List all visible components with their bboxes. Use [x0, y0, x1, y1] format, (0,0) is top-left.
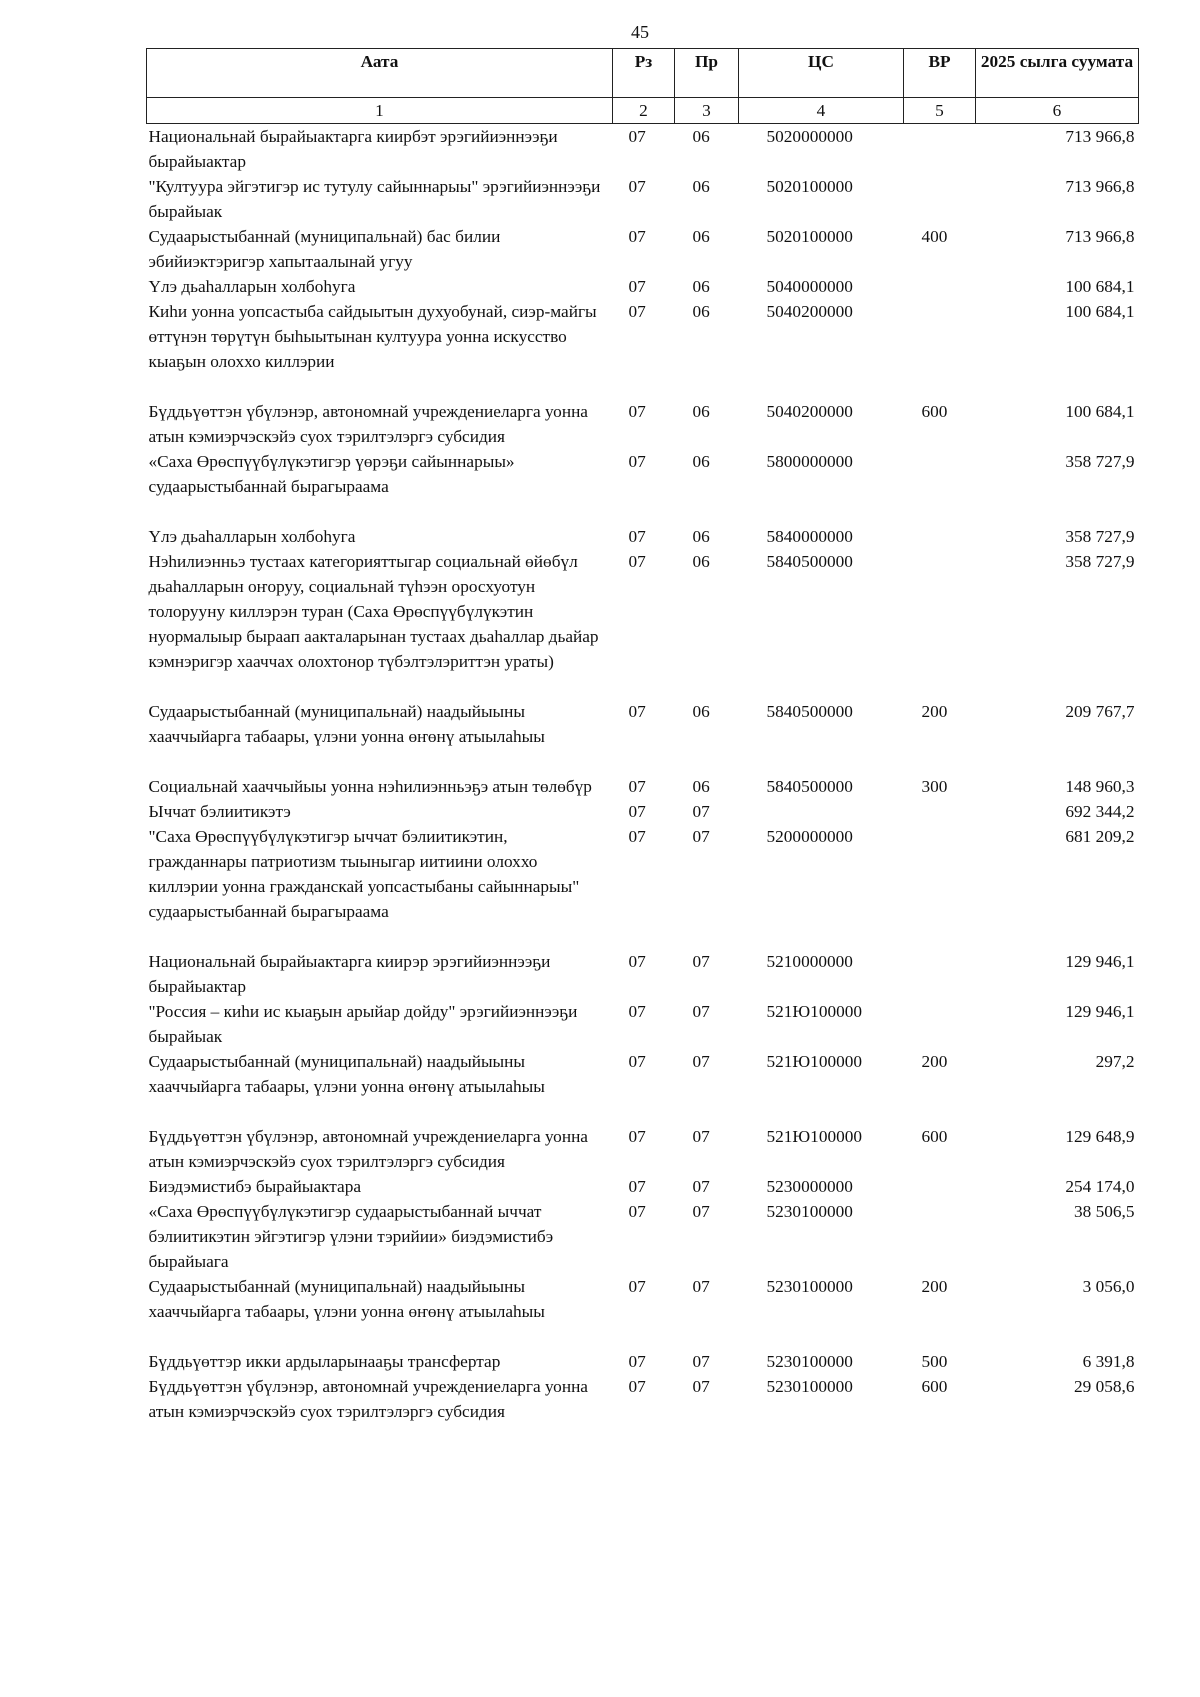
row-sum: 358 727,9	[1065, 552, 1135, 571]
row-cs: 5840500000	[766, 702, 853, 721]
row-pr: 06	[692, 177, 710, 196]
row-cs: 5230100000	[766, 1202, 853, 1221]
row-cs: 5040200000	[766, 402, 853, 421]
row-name: Нэһилиэнньэ тустаах категорияттыгар социальнай өйөбүл дьаһалларын оҥоруу, социальнай түһээн оросхуотун толорууну киллэрэн туран (Саха Өрөспүүбүлүкэтин нуормалыыр быраап аакталарынан тустаах дьаһаллар дьайар кэмнэригэр хааччах олохтонор түбэлтэлэриттэн ураты)	[148, 552, 599, 671]
row-cs: 5800000000	[766, 452, 853, 471]
row-vr	[904, 999, 976, 1049]
row-sum: 297,2	[1095, 1052, 1135, 1071]
table-row	[147, 699, 1139, 774]
row-name: Национальнай бырайыактарга киирэр эрэгийиэннээҕи бырайыактар	[148, 952, 551, 996]
row-name: Үлэ дьаһалларын холбоһуга	[148, 527, 356, 546]
row-sum: 129 648,9	[1065, 1127, 1135, 1146]
row-pr: 07	[692, 1127, 710, 1146]
row-pr: 06	[692, 552, 710, 571]
row-cs: 5230100000	[766, 1277, 853, 1296]
row-name: Социальнай хааччыйыы уонна нэһилиэнньэҕэ атын төлөбүр	[148, 777, 592, 796]
row-name: Бүддьүөттэн үбүлэнэр, автономнай учреждениеларга уонна атын кэмиэрчэскэйэ суох тэрилтэлэргэ субсидия	[148, 1127, 588, 1171]
table-row	[147, 949, 1139, 999]
row-name: Ыччат бэлиитикэтэ	[148, 802, 291, 821]
row-vr	[904, 949, 976, 999]
row-rz: 07	[628, 552, 646, 571]
row-name: Киһи уонна уопсастыба сайдыытын духуобунай, сиэр-майгы өттүнэн төрүтүн быһыытынан култуура уонна искусство кыаҕын олоххо киллэрии	[148, 302, 597, 371]
row-sum: 3 056,0	[1082, 1277, 1135, 1296]
row-name: "Саха Өрөспүүбүлүкэтигэр ыччат бэлиитикэтин, гражданнары патриотизм тыыныгар иитиини олоххо киллэрии уонна гражданскай уопсастыбаны сайыннарыы" судаарыстыбаннай бырагыраама	[148, 827, 580, 921]
row-cs: 5230100000	[766, 1352, 853, 1371]
row-name: Үлэ дьаһалларын холбоһуга	[148, 277, 356, 296]
header-name: Аата	[147, 49, 613, 98]
row-sum: 358 727,9	[1065, 452, 1135, 471]
row-rz: 07	[628, 1127, 646, 1146]
row-sum: 100 684,1	[1065, 302, 1135, 321]
row-pr: 06	[692, 402, 710, 421]
header-vr: ВР	[904, 49, 976, 98]
row-pr: 06	[692, 227, 710, 246]
table-row	[147, 1374, 1139, 1424]
row-pr: 07	[692, 1002, 710, 1021]
table-row	[147, 524, 1139, 549]
row-vr	[904, 799, 976, 824]
row-name: Судаарыстыбаннай (муниципальнай) наадыйыыны хааччыйарга табаары, үлэни уонна өҥөнү атыылаһыы	[148, 1052, 545, 1096]
row-vr: 200	[921, 1052, 948, 1071]
table-row	[147, 274, 1139, 299]
row-vr	[904, 524, 976, 549]
row-pr: 07	[692, 1377, 710, 1396]
row-name: Национальнай бырайыактарга киирбэт эрэгийиэннээҕи бырайыактар	[148, 127, 558, 171]
column-number-row	[147, 98, 1139, 124]
row-sum: 129 946,1	[1065, 952, 1135, 971]
row-sum: 713 966,8	[1065, 127, 1135, 146]
row-pr: 06	[692, 452, 710, 471]
table-row	[147, 824, 1139, 949]
column-number: 3	[675, 98, 739, 124]
row-sum: 358 727,9	[1065, 527, 1135, 546]
row-pr: 06	[692, 127, 710, 146]
row-pr: 06	[692, 527, 710, 546]
table-row	[147, 1124, 1139, 1174]
table-row	[147, 399, 1139, 449]
row-cs: 5840500000	[766, 777, 853, 796]
row-vr	[904, 1174, 976, 1199]
table-row	[147, 449, 1139, 524]
row-rz: 07	[628, 1352, 646, 1371]
row-vr	[904, 299, 976, 399]
row-rz: 07	[628, 527, 646, 546]
row-sum: 713 966,8	[1065, 227, 1135, 246]
row-vr: 500	[921, 1352, 948, 1371]
row-cs: 5020100000	[766, 177, 853, 196]
row-rz: 07	[628, 1277, 646, 1296]
row-vr	[904, 1199, 976, 1274]
row-rz: 07	[628, 227, 646, 246]
row-name: Бүддьүөттэр икки ардыларынааҕы трансфертар	[148, 1352, 501, 1371]
row-vr	[904, 824, 976, 949]
column-number: 5	[904, 98, 976, 124]
row-rz: 07	[628, 1202, 646, 1221]
row-pr: 06	[692, 702, 710, 721]
table-row	[147, 1349, 1139, 1374]
row-sum: 129 946,1	[1065, 1002, 1135, 1021]
table-row	[147, 174, 1139, 224]
row-vr	[904, 274, 976, 299]
row-pr: 06	[692, 277, 710, 296]
row-pr: 07	[692, 1277, 710, 1296]
row-rz: 07	[628, 952, 646, 971]
table-row	[147, 1174, 1139, 1199]
row-cs	[739, 799, 904, 824]
header-row	[147, 49, 1139, 98]
table-row	[147, 299, 1139, 399]
row-sum: 713 966,8	[1065, 177, 1135, 196]
row-pr: 07	[692, 1352, 710, 1371]
row-vr: 400	[921, 227, 948, 246]
row-sum: 100 684,1	[1065, 402, 1135, 421]
row-pr: 07	[692, 1202, 710, 1221]
budget-table	[146, 48, 1139, 1424]
row-cs: 5040000000	[766, 277, 853, 296]
table-row	[147, 224, 1139, 274]
column-number: 2	[613, 98, 675, 124]
row-rz: 07	[628, 777, 646, 796]
table-header	[147, 49, 1139, 124]
table-row	[147, 799, 1139, 824]
column-number: 6	[976, 98, 1139, 124]
row-vr: 600	[921, 1127, 948, 1146]
row-rz: 07	[628, 402, 646, 421]
table-row	[147, 549, 1139, 699]
table-row	[147, 774, 1139, 799]
row-name: «Саха Өрөспүүбүлүкэтигэр судаарыстыбаннай ыччат бэлиитикэтин эйгэтигэр үлэни тэрийии» биэдэмистибэ бырайыага	[148, 1202, 554, 1271]
table-row	[147, 1049, 1139, 1124]
column-number: 4	[739, 98, 904, 124]
row-vr	[904, 549, 976, 699]
row-vr: 300	[921, 777, 948, 796]
row-sum: 100 684,1	[1065, 277, 1135, 296]
row-name: Бүддьүөттэн үбүлэнэр, автономнай учреждениеларга уонна атын кэмиэрчэскэйэ суох тэрилтэлэргэ субсидия	[148, 1377, 588, 1421]
table-row	[147, 124, 1139, 175]
row-sum: 6 391,8	[1082, 1352, 1135, 1371]
row-sum: 38 506,5	[1074, 1202, 1135, 1221]
row-name: «Саха Өрөспүүбүлүкэтигэр үөрэҕи сайыннарыы» судаарыстыбаннай бырагыраама	[148, 452, 515, 496]
header-sum: 2025 сылга суумата	[976, 49, 1139, 98]
row-vr	[904, 174, 976, 224]
row-cs: 5840500000	[766, 552, 853, 571]
table-row	[147, 999, 1139, 1049]
row-cs: 5840000000	[766, 527, 853, 546]
row-rz: 07	[628, 127, 646, 146]
row-rz: 07	[628, 827, 646, 846]
row-rz: 07	[628, 452, 646, 471]
row-cs: 5200000000	[766, 827, 853, 846]
row-name: Биэдэмистибэ бырайыактара	[148, 1177, 362, 1196]
row-name: "Култуура эйгэтигэр ис тутулу сайыннарыы" эрэгийиэннээҕи бырайыак	[148, 177, 601, 221]
row-rz: 07	[628, 177, 646, 196]
row-cs: 521Ю100000	[766, 1052, 863, 1071]
row-rz: 07	[628, 1377, 646, 1396]
row-cs: 521Ю100000	[766, 1127, 863, 1146]
row-rz: 07	[628, 1177, 646, 1196]
row-cs: 5020100000	[766, 227, 853, 246]
row-sum: 29 058,6	[1074, 1377, 1135, 1396]
table-row	[147, 1199, 1139, 1274]
row-rz: 07	[628, 1052, 646, 1071]
row-name: Судаарыстыбаннай (муниципальнай) наадыйыыны хааччыйарга табаары, үлэни уонна өҥөнү атыылаһыы	[148, 1277, 545, 1321]
row-vr	[904, 124, 976, 175]
row-sum: 692 344,2	[1065, 802, 1135, 821]
table-body	[147, 124, 1139, 1425]
row-pr: 07	[692, 952, 710, 971]
row-vr	[904, 449, 976, 524]
header-cs: ЦС	[739, 49, 904, 98]
row-sum: 254 174,0	[1065, 1177, 1135, 1196]
row-vr: 600	[921, 1377, 948, 1396]
row-vr: 600	[921, 402, 948, 421]
column-number: 1	[147, 98, 613, 124]
row-cs: 5230000000	[766, 1177, 853, 1196]
row-cs: 521Ю100000	[766, 1002, 863, 1021]
row-pr: 07	[692, 827, 710, 846]
row-rz: 07	[628, 1002, 646, 1021]
row-cs: 5210000000	[766, 952, 853, 971]
row-vr: 200	[921, 702, 948, 721]
row-name: Судаарыстыбаннай (муниципальнай) бас билии эбийиэктэригэр хапытаалынай угуу	[148, 227, 501, 271]
page-number: 45	[631, 22, 649, 42]
row-rz: 07	[628, 802, 646, 821]
row-sum: 209 767,7	[1065, 702, 1135, 721]
row-pr: 07	[692, 802, 710, 821]
row-name: Бүддьүөттэн үбүлэнэр, автономнай учреждениеларга уонна атын кэмиэрчэскэйэ суох тэрилтэлэргэ субсидия	[148, 402, 588, 446]
row-cs: 5230100000	[766, 1377, 853, 1396]
table-row	[147, 1274, 1139, 1349]
row-name: Судаарыстыбаннай (муниципальнай) наадыйыыны хааччыйарга табаары, үлэни уонна өҥөнү атыылаһыы	[148, 702, 545, 746]
row-sum: 681 209,2	[1065, 827, 1135, 846]
row-rz: 07	[628, 277, 646, 296]
header-rz: Рз	[613, 49, 675, 98]
header-pr: Пр	[675, 49, 739, 98]
row-pr: 06	[692, 777, 710, 796]
row-pr: 07	[692, 1177, 710, 1196]
row-rz: 07	[628, 302, 646, 321]
row-sum: 148 960,3	[1065, 777, 1135, 796]
row-vr: 200	[921, 1277, 948, 1296]
row-pr: 07	[692, 1052, 710, 1071]
row-cs: 5020000000	[766, 127, 853, 146]
row-name: "Россия – киһи ис кыаҕын арыйар дойду" эрэгийиэннээҕи бырайыак	[148, 1002, 578, 1046]
row-rz: 07	[628, 702, 646, 721]
row-pr: 06	[692, 302, 710, 321]
row-cs: 5040200000	[766, 302, 853, 321]
